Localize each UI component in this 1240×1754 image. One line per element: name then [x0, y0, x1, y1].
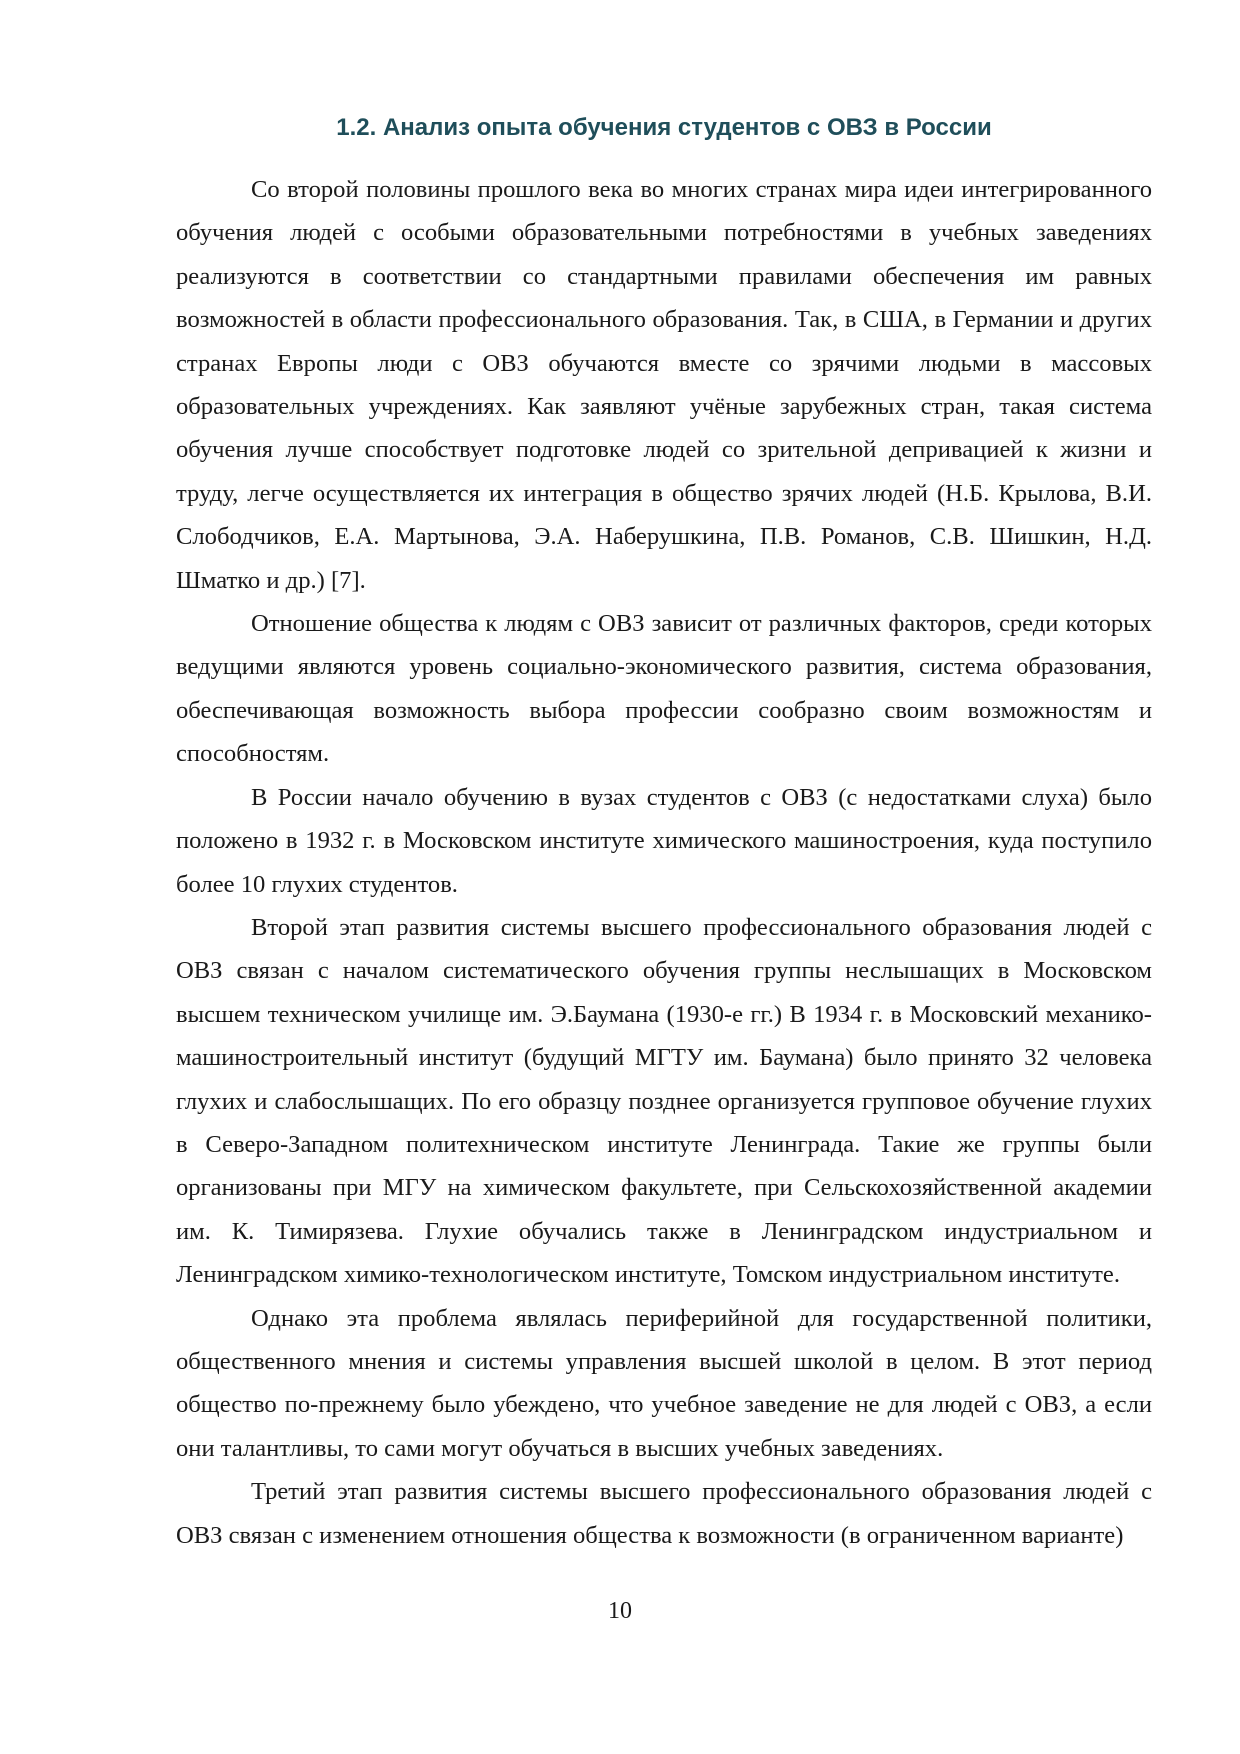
paragraph-2: Отношение общества к людям с ОВЗ зависит от различных факторов, среди которых ведущими являются уровень социально-экономического развития, система образования, обеспечивающая возможность выбора профессии сообразно своим возможностям и способностям. — [176, 610, 1152, 768]
body-text — [176, 168, 1152, 1557]
paragraph-6: Третий этап развития системы высшего профессионального образования людей с ОВЗ связан с изменением отношения общества к возможности (в ограниченном варианте) — [176, 1478, 1152, 1549]
section-heading: 1.2. Анализ опыта обучения студентов с ОВЗ в России — [336, 114, 992, 141]
paragraph-3: В России начало обучению в вузах студентов с ОВЗ (с недостатками слуха) было положено в 1932 г. в Московском институте химического машиностроения, куда поступило более 10 глухих студентов. — [176, 783, 1152, 898]
paragraph-1: Со второй половины прошлого века во многих странах мира идеи интегрированного обучения людей с особыми образовательными потребностями в учебных заведениях реализуются в соответствии со стандартными правилами обеспечения им равных возможностей в области профессионального образования. Так, в США, в Германии и других странах Европы люди с ОВЗ обучаются вместе со зрячими людьми в массовых образовательных учреждениях. Как заявляют учёные зарубежных стран, такая система обучения лучше способствует подготовке людей со зрительной депривацией к жизни и труду, легче осуществляется их интеграция в общество зрячих людей (Н.Б. Крылова, В.И. Слободчиков, Е.А. Мартынова, Э.А. Наберушкина, П.В. Романов, С.В. Шишкин, Н.Д. Шматко и др.) [7]. — [176, 176, 1152, 594]
paragraph-5: Однако эта проблема являлась периферийной для государственной политики, общественного мнения и системы управления высшей школой в целом. В этот период общество по-прежнему было убеждено, что учебное заведение не для людей с ОВЗ, а если они талантливы, то сами могут обучаться в высших учебных заведениях. — [176, 1304, 1152, 1462]
page-number: 10 — [608, 1598, 632, 1624]
paragraph-4: Второй этап развития системы высшего профессионального образования людей с ОВЗ связан с началом систематического обучения группы неслышащих в Московском высшем техническом училище им. Э.Баумана (1930-е гг.) В 1934 г. в Московский механико-машиностроительный институт (будущий МГТУ им. Баумана) было принято 32 человека глухих и слабослышащих. По его образцу позднее организуется групповое обучение глухих в Северо-Западном политехническом институте Ленинграда. Такие же группы были организованы при МГУ на химическом факультете, при Сельскохозяйственной академии им. К. Тимирязева. Глухие обучались также в Ленинградском индустриальном и Ленинградском химико-технологическом институте, Томском индустриальном институте. — [176, 913, 1152, 1289]
